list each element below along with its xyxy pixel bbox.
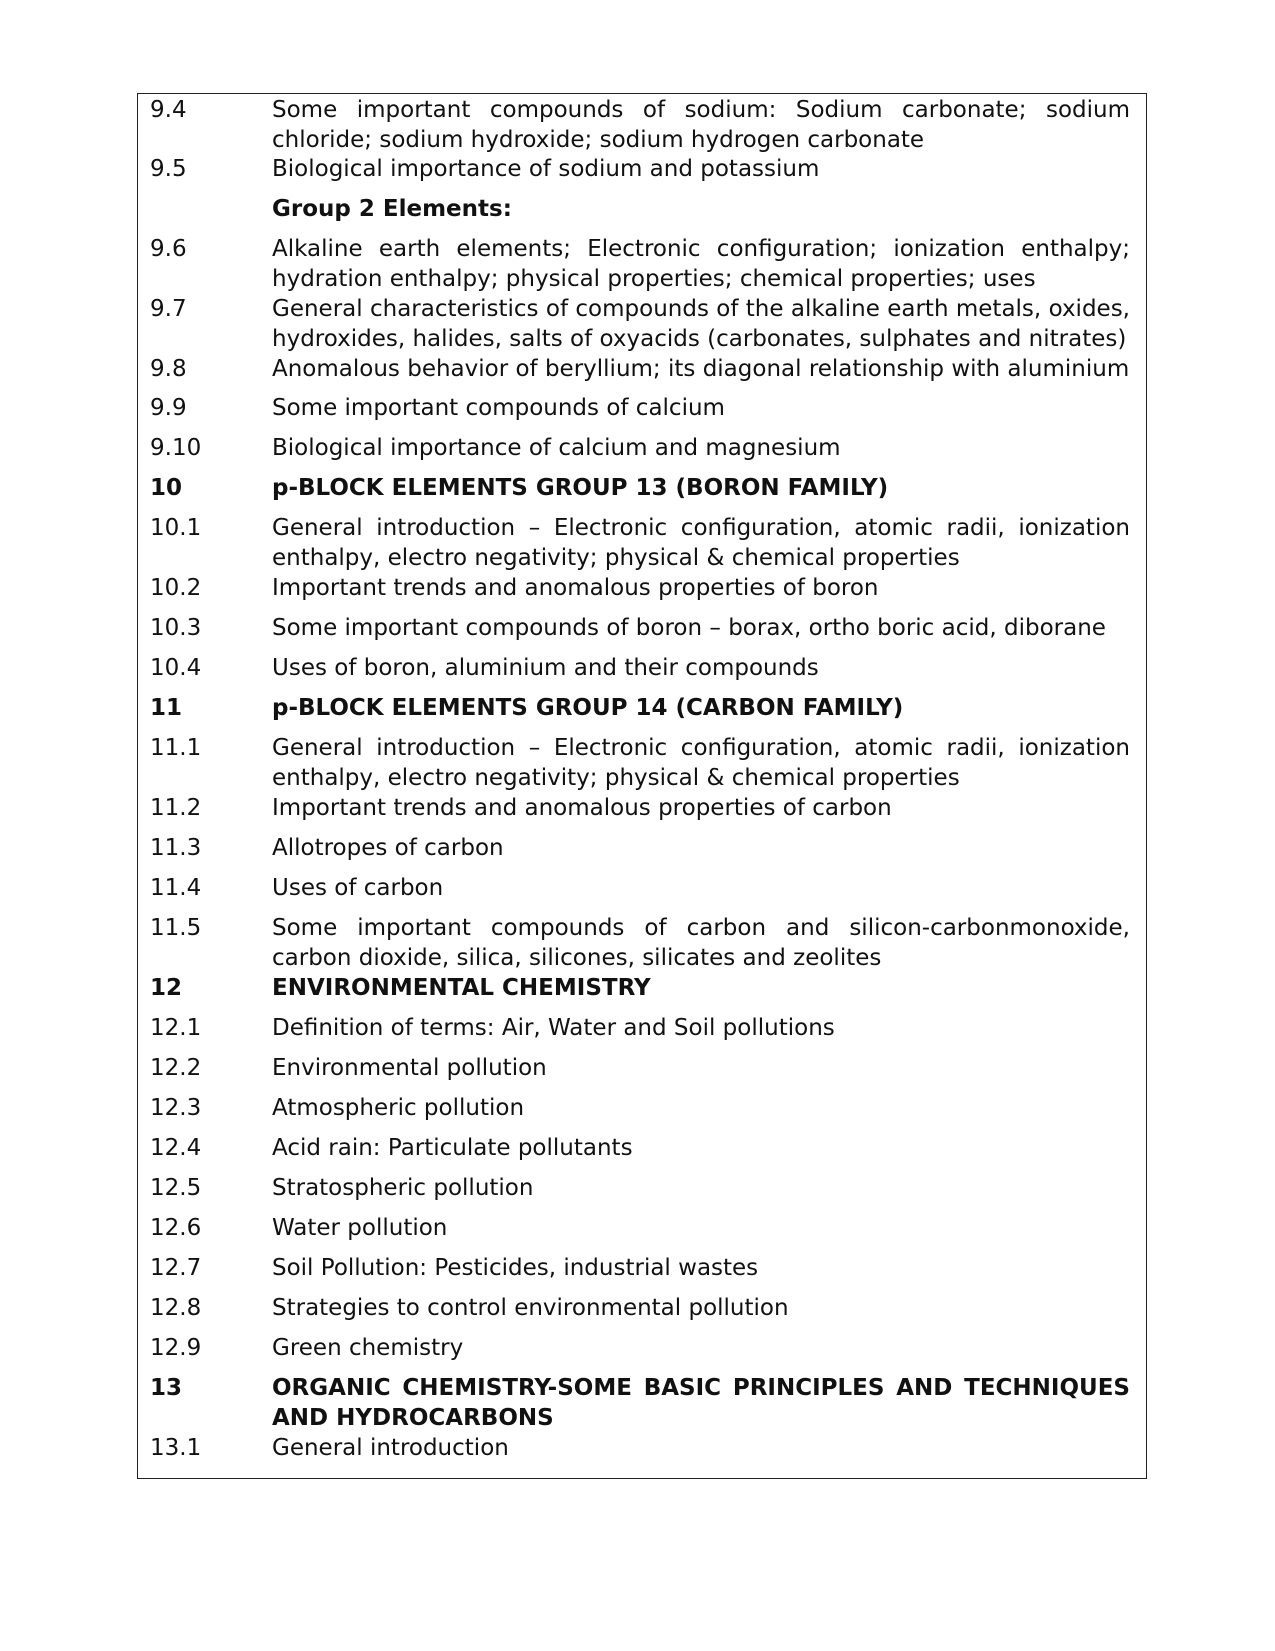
topic-text: Important trends and anomalous properties of carbon: [272, 795, 892, 821]
topic-number: 9.4: [150, 97, 187, 123]
topic-text: Some important compounds of carbon and silicon-carbonmonoxide, carbon dioxide, silica, silicones, silicates and zeolites: [272, 915, 1130, 971]
unit-title: ORGANIC CHEMISTRY-SOME BASIC PRINCIPLES AND TECHNIQUES AND HYDROCARBONS: [272, 1375, 1130, 1431]
topic-number: 9.9: [150, 395, 187, 421]
topic-text: Soil Pollution: Pesticides, industrial wastes: [272, 1255, 759, 1281]
topic-text: Definition of terms: Air, Water and Soil pollutions: [272, 1015, 835, 1041]
topic-text: General characteristics of compounds of the alkaline earth metals, oxides, hydroxides, halides, salts of oxyacids (carbonates, sulphates and nitrates): [272, 296, 1130, 352]
topic-number: 11.4: [150, 875, 202, 901]
topic-text: Stratospheric pollution: [272, 1175, 534, 1201]
topic-number: 10.2: [150, 575, 202, 601]
unit-number: 11: [150, 695, 183, 721]
topic-text: Environmental pollution: [272, 1055, 547, 1081]
topic-number: 9.10: [150, 435, 202, 461]
topic-number: 12.9: [150, 1335, 202, 1361]
topic-text: General introduction – Electronic configuration, atomic radii, ionization enthalpy, electro negativity; physical & chemical properties: [272, 515, 1130, 571]
topic-number: 12.3: [150, 1095, 202, 1121]
unit-number: 12: [150, 975, 183, 1001]
topic-text: Green chemistry: [272, 1335, 464, 1361]
topic-number: 11.3: [150, 835, 202, 861]
topic-number: 12.5: [150, 1175, 202, 1201]
topic-text: Strategies to control environmental pollution: [272, 1295, 789, 1321]
topic-text: Some important compounds of sodium: Sodium carbonate; sodium chloride; sodium hydroxide; sodium hydrogen carbonate: [272, 97, 1130, 153]
topic-number: 10.4: [150, 655, 202, 681]
topic-text: Biological importance of sodium and potassium: [272, 156, 820, 182]
topic-text: Some important compounds of boron – borax, ortho boric acid, diborane: [272, 615, 1106, 641]
topic-number: 12.1: [150, 1015, 202, 1041]
group-heading: Group 2 Elements:: [272, 196, 512, 222]
unit-number: 10: [150, 475, 183, 501]
topic-text: Allotropes of carbon: [272, 835, 504, 861]
topic-text: General introduction – Electronic configuration, atomic radii, ionization enthalpy, electro negativity; physical & chemical properties: [272, 735, 1130, 791]
topic-text: Acid rain: Particulate pollutants: [272, 1135, 633, 1161]
topic-number: 11.1: [150, 735, 202, 761]
topic-text: Water pollution: [272, 1215, 448, 1241]
unit-title: p-BLOCK ELEMENTS GROUP 14 (CARBON FAMILY): [272, 695, 904, 721]
unit-title: p-BLOCK ELEMENTS GROUP 13 (BORON FAMILY): [272, 475, 889, 501]
topic-text: Biological importance of calcium and magnesium: [272, 435, 841, 461]
topic-number: 9.7: [150, 296, 187, 322]
topic-number: 12.7: [150, 1255, 202, 1281]
topic-text: Atmospheric pollution: [272, 1095, 525, 1121]
topic-number: 9.6: [150, 236, 187, 262]
topic-number: 11.5: [150, 915, 202, 941]
topic-text: Some important compounds of calcium: [272, 395, 725, 421]
topic-number: 12.6: [150, 1215, 202, 1241]
topic-text: General introduction: [272, 1435, 509, 1461]
unit-number: 13: [150, 1375, 183, 1401]
topic-text: Anomalous behavior of beryllium; its diagonal relationship with aluminium: [272, 356, 1130, 382]
topic-number: 11.2: [150, 795, 202, 821]
topic-number: 10.1: [150, 515, 202, 541]
topic-number: 9.8: [150, 356, 187, 382]
topic-text: Important trends and anomalous properties of boron: [272, 575, 879, 601]
syllabus-table: [137, 93, 1147, 1479]
topic-number: 12.4: [150, 1135, 202, 1161]
topic-number: 12.2: [150, 1055, 202, 1081]
topic-text: Uses of carbon: [272, 875, 444, 901]
topic-number: 9.5: [150, 156, 187, 182]
topic-number: 12.8: [150, 1295, 202, 1321]
topic-text: Alkaline earth elements; Electronic configuration; ionization enthalpy; hydration enthalpy; physical properties; chemical properties; uses: [272, 236, 1130, 292]
topic-number: 13.1: [150, 1435, 202, 1461]
topic-number: 10.3: [150, 615, 202, 641]
unit-title: ENVIRONMENTAL CHEMISTRY: [272, 975, 651, 1001]
topic-text: Uses of boron, aluminium and their compounds: [272, 655, 819, 681]
